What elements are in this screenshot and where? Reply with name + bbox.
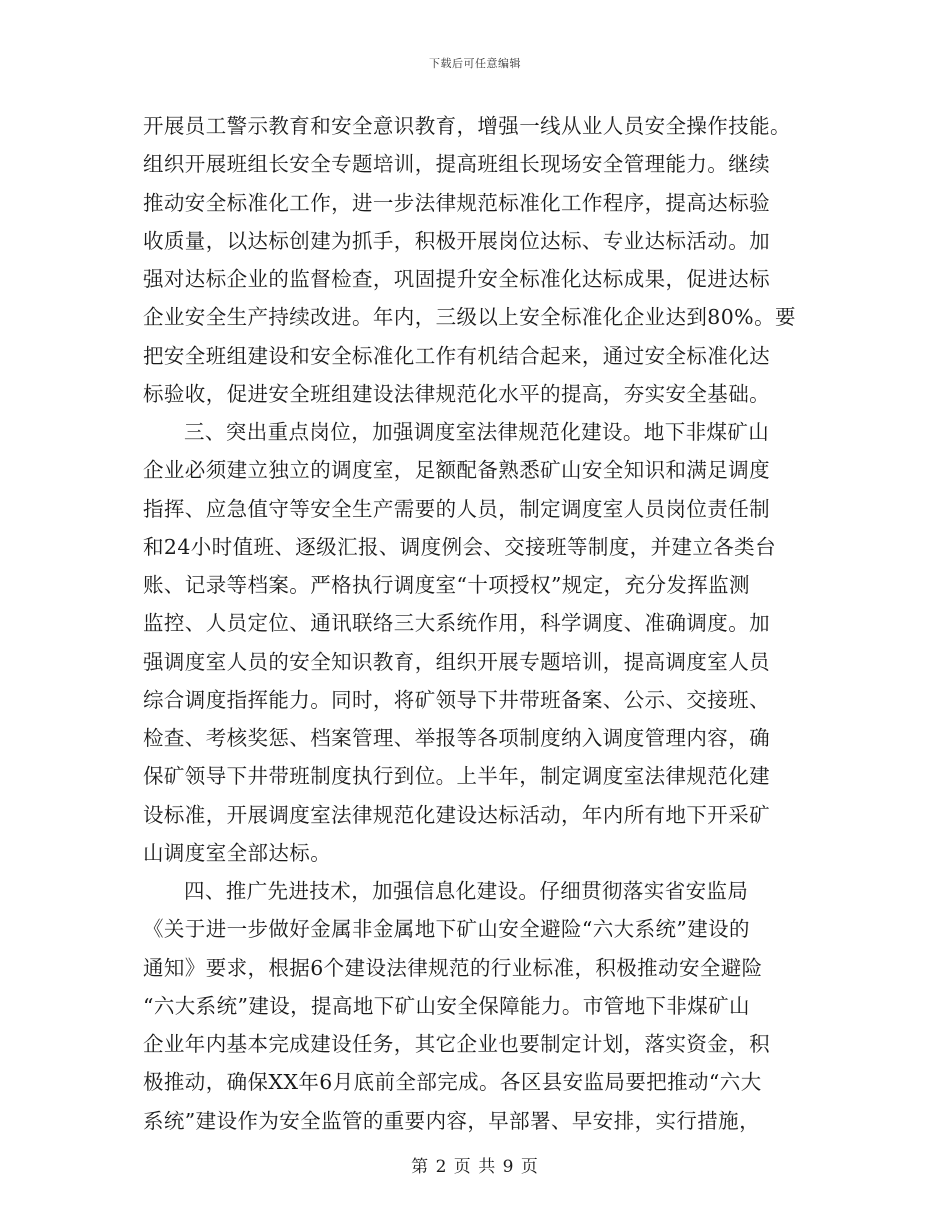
- text-line: 企业年内基本完成建设任务，其它企业也要制定计划，落实资金，积: [143, 1032, 770, 1056]
- text-line: 通知》要求，根据6个建设法律规范的行业标准，积极推动安全避险: [143, 955, 763, 980]
- text-line: 企业安全生产持续改进。年内，三级以上安全标准化企业达到80%。要: [143, 305, 796, 330]
- text-line: 指挥、应急值守等安全生产需要的人员，制定调度室人员岗位责任制: [143, 496, 770, 521]
- text-line: 标验收，促进安全班组建设法律规范化水平的提高，夯实安全基础。: [143, 381, 770, 406]
- text-line: 企业必须建立独立的调度室，足额配备熟悉矿山安全知识和满足调度: [143, 458, 770, 483]
- text-line: 保矿领导下井带班制度执行到位。上半年，制定调度室法律规范化建: [143, 764, 770, 789]
- page-number-footer: 第 2 页 共 9 页: [411, 1157, 539, 1177]
- text-line: 系统”建设作为安全监管的重要内容，早部署、早安排，实行措施，: [143, 1108, 760, 1133]
- text-line: 和24小时值班、逐级汇报、调度例会、交接班等制度，并建立各类台: [143, 534, 776, 559]
- text-line: 山调度室全部达标。: [143, 840, 332, 865]
- text-line: 开展员工警示教育和安全意识教育，增强一线从业人员安全操作技能。: [143, 114, 791, 138]
- text-line: 强调度室人员的安全知识教育，组织开展专题培训，提高调度室人员: [143, 649, 770, 674]
- paragraph-first-line: 三、突出重点岗位，加强调度室法律规范化建设。地下非煤矿山: [184, 420, 770, 444]
- text-line: 综合调度指挥能力。同时，将矿领导下井带班备案、公示、交接班、: [143, 687, 770, 712]
- text-line: 检查、考核奖惩、档案管理、举报等各项制度纳入调度管理内容，确: [143, 726, 770, 750]
- text-line: 《关于进一步做好金属非金属地下矿山安全避险“六大系统”建设的: [143, 917, 750, 942]
- text-line: 设标准，开展调度室法律规范化建设达标活动，年内所有地下开采矿: [143, 802, 770, 827]
- text-line: 把安全班组建设和安全标准化工作有机结合起来，通过安全标准化达: [143, 343, 770, 368]
- document-body: [143, 107, 813, 1140]
- text-line: 组织开展班组长安全专题培训，提高班组长现场安全管理能力。继续: [143, 152, 770, 177]
- page-header-note: 下载后可任意编辑: [429, 57, 521, 70]
- text-line: 监控、人员定位、通讯联络三大系统作用，科学调度、准确调度。加: [143, 611, 770, 636]
- text-line: 强对达标企业的监督检查，巩固提升安全标准化达标成果，促进达标: [143, 267, 770, 291]
- text-line: 收质量，以达标创建为抓手，积极开展岗位达标、专业达标活动。加: [143, 228, 770, 253]
- text-line: “六大系统”建设，提高地下矿山安全保障能力。市管地下非煤矿山: [143, 993, 750, 1018]
- text-line: 极推动，确保XX年6月底前全部完成。各区县安监局要把推动“六大: [143, 1070, 762, 1095]
- text-line: 账、记录等档案。严格执行调度室“十项授权”规定，充分发挥监测: [143, 573, 750, 597]
- paragraph-first-line: 四、推广先进技术，加强信息化建设。仔细贯彻落实省安监局: [184, 879, 749, 903]
- text-line: 推动安全标准化工作，进一步法律规范标准化工作程序，提高达标验: [143, 190, 770, 215]
